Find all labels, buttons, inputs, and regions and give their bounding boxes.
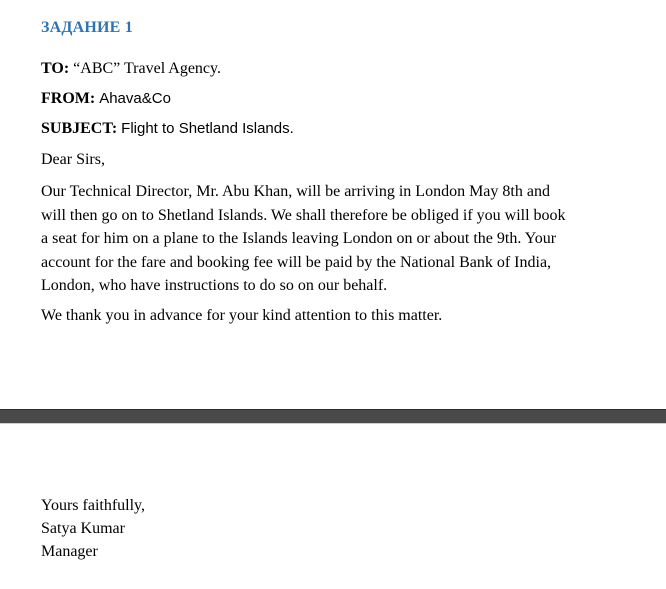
body-line: Our Technical Director, Mr. Abu Khan, will be arriving in London May 8th and bbox=[41, 183, 550, 200]
to-field bbox=[41, 59, 221, 79]
body-line: a seat for him on a plane to the Islands leaving London on or about the 9th. Your bbox=[41, 230, 557, 247]
body-line: London, who have instructions to do so on our behalf. bbox=[41, 277, 388, 294]
subject-label: SUBJECT: bbox=[41, 120, 118, 137]
from-label: FROM: bbox=[41, 90, 96, 107]
salutation: Dear Sirs, bbox=[41, 151, 105, 168]
signer-name: Satya Kumar bbox=[41, 520, 125, 537]
to-value: “ABC” Travel Agency. bbox=[73, 60, 221, 77]
from-value: Ahava&Co bbox=[99, 90, 171, 107]
page-break-separator bbox=[0, 409, 666, 424]
subject-field bbox=[41, 119, 294, 139]
signer-title: Manager bbox=[41, 543, 98, 560]
closing-phrase: Yours faithfully, bbox=[41, 497, 146, 514]
from-field bbox=[41, 89, 171, 109]
to-label: TO: bbox=[41, 60, 70, 77]
body-line: will then go on to Shetland Islands. We shall therefore be obliged if you will book bbox=[41, 207, 566, 224]
thanks-line: We thank you in advance for your kind attention to this matter. bbox=[41, 307, 443, 324]
assignment-heading: ЗАДАНИЕ 1 bbox=[41, 19, 133, 36]
body-line: account for the fare and booking fee will be paid by the National Bank of India, bbox=[41, 254, 552, 271]
subject-value: Flight to Shetland Islands. bbox=[121, 120, 294, 137]
